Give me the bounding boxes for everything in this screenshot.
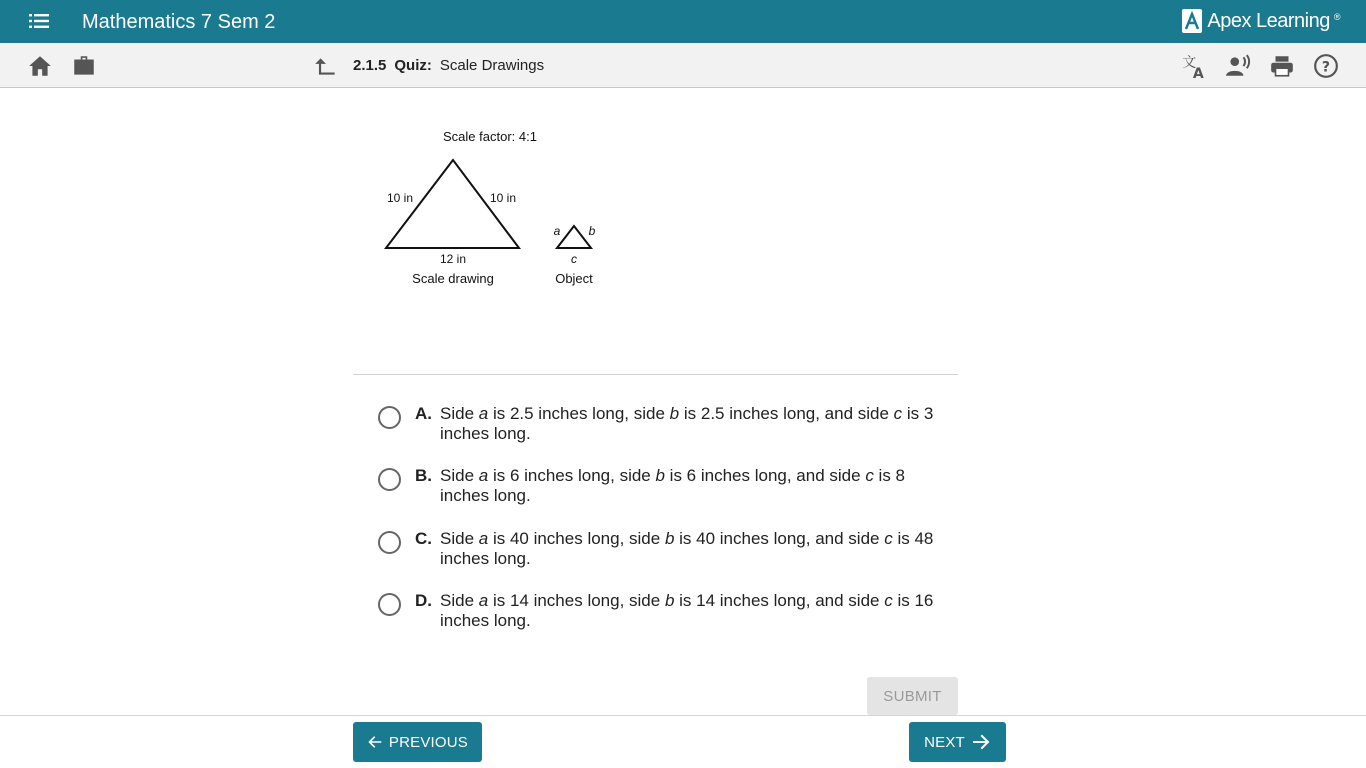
lesson-number: 2.1.5 [353, 57, 387, 74]
option-letter: D. [415, 591, 432, 610]
home-icon[interactable] [27, 53, 53, 79]
top-bar [0, 0, 1366, 43]
previous-label: PREVIOUS [388, 733, 468, 751]
small-triangle [557, 226, 591, 248]
answer-option-b[interactable] [378, 466, 958, 506]
option-text: Side a is 40 inches long, side b is 40 inches long, and side c is 48 inches long. [440, 529, 934, 568]
scale-drawing-label: Scale drawing [412, 271, 494, 286]
small-right-label: b [588, 224, 596, 238]
large-left-label: 10 in [386, 191, 414, 205]
svg-text:A: A [1192, 65, 1204, 79]
option-text: Side a is 6 inches long, side b is 6 inches long, and side c is 8 inches long. [440, 466, 905, 505]
arrow-left-icon [367, 732, 383, 752]
menu-icon[interactable] [29, 13, 49, 29]
small-left-label: a [553, 224, 561, 238]
option-letter: A. [415, 404, 432, 423]
answer-option-d[interactable] [378, 591, 958, 631]
brand-name: Apex Learning [1207, 9, 1330, 32]
briefcase-icon[interactable] [71, 53, 97, 79]
translate-icon[interactable] [1181, 53, 1207, 79]
option-text: Side a is 14 inches long, side b is 14 inches long, and side c is 16 inches long. [440, 591, 934, 630]
brand-registered-mark: ® [1333, 12, 1340, 22]
option-text: Side a is 2.5 inches long, side b is 2.5 inches long, and side c is 3 inches long. [440, 404, 934, 443]
large-right-label: 10 in [489, 191, 517, 205]
scale-drawing-figure [372, 126, 612, 296]
object-label: Object [555, 271, 593, 286]
answer-option-a[interactable] [378, 404, 958, 444]
arrow-right-icon [971, 732, 991, 752]
quiz-content [0, 88, 1366, 715]
option-letter: C. [415, 529, 432, 548]
course-title: Mathematics 7 Sem 2 [82, 11, 276, 33]
radio-button[interactable] [378, 406, 401, 429]
read-aloud-icon[interactable] [1225, 53, 1251, 79]
radio-button[interactable] [378, 531, 401, 554]
lesson-kind: Quiz: [394, 57, 432, 74]
previous-button[interactable] [353, 722, 482, 762]
breadcrumb [353, 57, 544, 74]
divider [353, 374, 958, 375]
print-icon[interactable] [1269, 53, 1295, 79]
large-bottom-label: 12 in [439, 252, 467, 266]
brand-logo [1181, 8, 1340, 34]
help-icon[interactable] [1313, 53, 1339, 79]
radio-button[interactable] [378, 593, 401, 616]
apex-logo-icon [1181, 8, 1203, 34]
submit-button[interactable]: SUBMIT [867, 677, 958, 715]
option-letter: B. [415, 466, 432, 485]
footer-nav [0, 715, 1366, 768]
next-button[interactable] [909, 722, 1006, 762]
svg-text:?: ? [1321, 59, 1331, 76]
lesson-title: Scale Drawings [439, 57, 545, 74]
small-bottom-label: c [571, 252, 577, 266]
svg-text:文: 文 [1182, 55, 1197, 72]
answer-option-c[interactable] [378, 529, 958, 569]
figure-caption: Scale factor: 4:1 [443, 129, 537, 144]
radio-button[interactable] [378, 468, 401, 491]
next-label: NEXT [924, 733, 965, 751]
toolbar [0, 43, 1366, 88]
up-level-icon[interactable] [313, 53, 339, 79]
